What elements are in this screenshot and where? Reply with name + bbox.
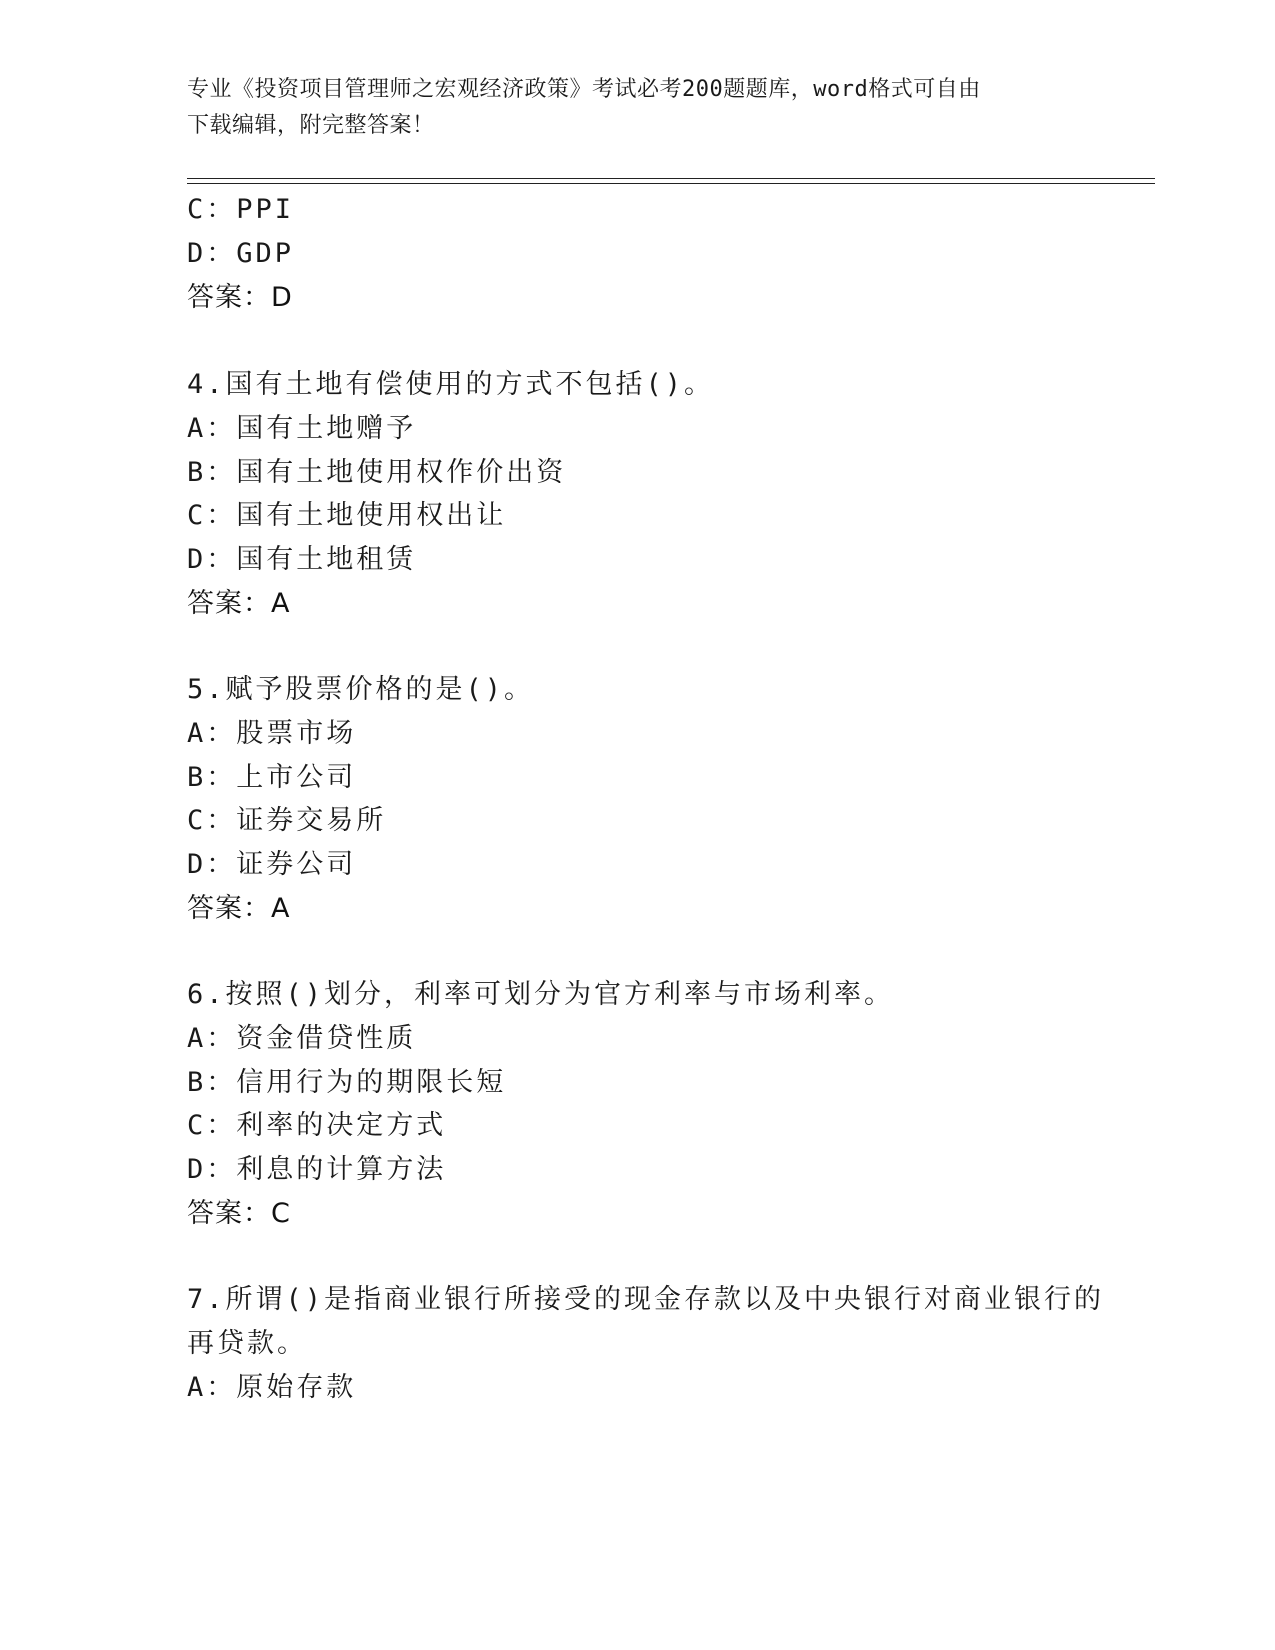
option-b: B：国有土地使用权作价出资 bbox=[187, 457, 567, 488]
question-stem: 5.赋予股票价格的是()。 bbox=[187, 674, 535, 705]
option-b: B：上市公司 bbox=[187, 762, 357, 793]
document-header bbox=[187, 72, 1067, 144]
option-c: C：利率的决定方式 bbox=[187, 1110, 447, 1141]
answer-line: 答案：A bbox=[187, 893, 291, 924]
answer-line: 答案：C bbox=[187, 1198, 291, 1229]
option-d: D：证券公司 bbox=[187, 849, 357, 880]
header-title-line-2: 下载编辑，附完整答案！ bbox=[187, 113, 435, 138]
option-c: C：PPI bbox=[187, 194, 295, 225]
option-d: D：利息的计算方法 bbox=[187, 1154, 447, 1185]
question-stem-line-2: 再贷款。 bbox=[187, 1328, 307, 1359]
option-a: A：股票市场 bbox=[187, 718, 357, 749]
answer-line: 答案：A bbox=[187, 588, 291, 619]
answer-line: 答案：D bbox=[187, 282, 293, 313]
option-a: A：原始存款 bbox=[187, 1372, 357, 1403]
question-stem: 4.国有土地有偿使用的方式不包括()。 bbox=[187, 369, 715, 400]
option-a: A：资金借贷性质 bbox=[187, 1023, 417, 1054]
option-b: B：信用行为的期限长短 bbox=[187, 1067, 507, 1098]
question-stem-line-1: 7.所谓()是指商业银行所接受的现金存款以及中央银行对商业银行的 bbox=[187, 1284, 1105, 1315]
header-divider-bottom bbox=[187, 183, 1155, 184]
question-stem: 6.按照()划分，利率可划分为官方利率与市场利率。 bbox=[187, 979, 895, 1010]
header-title-line-1: 专业《投资项目管理师之宏观经济政策》考试必考200题题库，word格式可自由 bbox=[187, 77, 981, 102]
option-c: C：国有土地使用权出让 bbox=[187, 500, 507, 531]
option-d: D：GDP bbox=[187, 238, 295, 269]
header-divider-top bbox=[187, 178, 1155, 179]
option-c: C：证券交易所 bbox=[187, 805, 387, 836]
option-a: A：国有土地赠予 bbox=[187, 413, 417, 444]
option-d: D：国有土地租赁 bbox=[187, 544, 417, 575]
